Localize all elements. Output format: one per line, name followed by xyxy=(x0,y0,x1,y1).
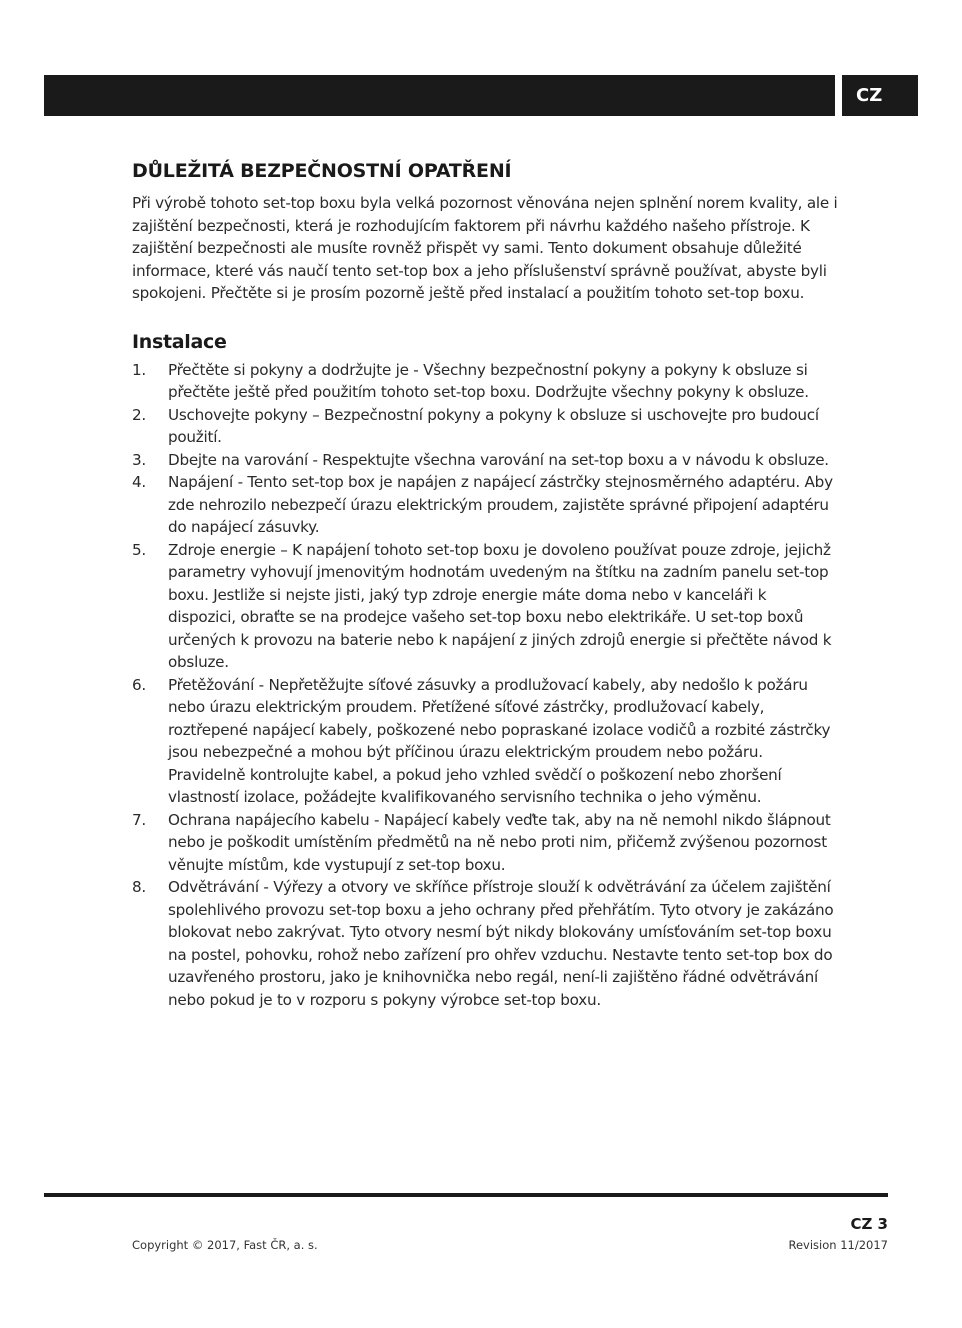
item-text: Zdroje energie – K napájení tohoto set-top boxu je dovoleno používat pouze zdroje, jejichž parametry vyhovují jmenovitým hodnotám uvedeným na štítku na zadním panelu set-top boxu. Jestliže si nejste jisti, jaký typ zdroje energie máte doma nebo v kanceláři k dispozici, obraťte se na prodejce vašeho set-top boxu nebo elektrikáře. U set-top boxů určených k provozu na baterie nebo k napájení z jiných zdrojů energie si přečtěte návod k obsluze. xyxy=(168,540,832,671)
section-title: Instalace xyxy=(132,330,227,353)
item-number: 8. xyxy=(132,878,146,896)
instruction-list xyxy=(132,359,838,1012)
list-item xyxy=(132,539,838,674)
item-text: Odvětrávání - Výřezy a otvory ve skříňce přístroje slouží k odvětrávání za účelem zajištění spolehlivého provozu set-top boxu a jeho ochrany před přehřátím. Tyto otvory je zakázáno blokovat nebo zakrývat. Tyto otvory nesmí být nikdy blokovány umísťováním set-top boxu na postel, pohovku, rohož nebo zařízení pro ohřev vzduchu. Nestavte tento set-top box do uzavřeného prostoru, jako je knihovnička nebo regál, není-li zajištěno řádné odvětrávání nebo pokud je to v rozporu s pokyny výrobce set-top boxu. xyxy=(168,878,834,1009)
list-item xyxy=(132,359,838,404)
item-text: Dbejte na varování - Respektujte všechna varování na set-top boxu a v návodu k obsluze. xyxy=(168,450,829,469)
list-item xyxy=(132,449,838,472)
main-content xyxy=(132,156,838,1011)
item-number: 3. xyxy=(132,450,146,469)
item-number: 4. xyxy=(132,473,146,491)
page-number: CZ 3 xyxy=(850,1215,888,1233)
intro-paragraph: Při výrobě tohoto set-top boxu byla velká pozornost věnována nejen splnění norem kvality, ale i zajištění bezpečnosti, která je rozhodujícím faktorem při návrhu každého našeho přístroje. K zajištění bezpečnosti ale musíte rovněž přispět vy sami. Tento dokument obsahuje důležité informace, které vás naučí tento set-top box a jeho příslušenství správně používat, abyste byli spokojeni. Přečtěte si je prosím pozorně ještě před instalací a použitím tohoto set-top boxu. xyxy=(132,194,838,302)
header-bar xyxy=(44,75,835,116)
list-item xyxy=(132,674,838,809)
item-number: 6. xyxy=(132,675,146,694)
item-number: 2. xyxy=(132,405,146,424)
copyright-text: Copyright © 2017, Fast ČR, a. s. xyxy=(132,1238,318,1252)
list-item xyxy=(132,404,838,449)
list-item xyxy=(132,876,838,1011)
item-number: 5. xyxy=(132,540,146,559)
item-text: Uschovejte pokyny – Bezpečnostní pokyny a pokyny k obsluze si uschovejte pro budoucí použití. xyxy=(168,405,819,446)
page-language-tab: CZ xyxy=(842,75,918,116)
page-title: DŮLEŽITÁ BEZPEČNOSTNÍ OPATŘENÍ xyxy=(132,160,512,182)
item-number: 1. xyxy=(132,360,146,379)
footer-divider xyxy=(44,1193,888,1197)
item-text: Přečtěte si pokyny a dodržujte je - Všechny bezpečnostní pokyny a pokyny k obsluze si přečtěte ještě před použitím tohoto set-top boxu. Dodržujte všechny pokyny k obsluze. xyxy=(168,360,809,401)
item-text: Ochrana napájecího kabelu - Napájecí kabely veďte tak, aby na ně nemohl nikdo šlápnout nebo je poškodit umístěním předmětů na ně nebo proti nim, přičemž zvýšenou pozornost věnujte místům, kde vystupují z set-top boxu. xyxy=(168,810,831,874)
list-item xyxy=(132,471,838,539)
item-text: Přetěžování - Nepřetěžujte síťové zásuvky a prodlužovací kabely, aby nedošlo k požáru nebo úrazu elektrickým proudem. Přetížené síťové zástrčky, prodlužovací kabely, roztřepené napájecí kabely, poškozené nebo popraskané izolace vodičů a rozbité zástrčky jsou nebezpečné a mohou být příčinou úrazu elektrickým proudem nebo požáru. Pravidelně kontrolujte kabel, a pokud jeho vzhled svědčí o poškození nebo zhoršení vlastností izolace, požádejte kvalifikovaného servisního technika o jeho výměnu. xyxy=(168,675,831,806)
list-item xyxy=(132,809,838,877)
item-number: 7. xyxy=(132,810,146,829)
item-text: Napájení - Tento set-top box je napájen z napájecí zástrčky stejnosměrného adaptéru. Aby zde nehrozilo nebezpečí úrazu elektrickým proudem, zajistěte správné připojení adaptéru do napájecí zásuvky. xyxy=(168,473,833,536)
revision-text: Revision 11/2017 xyxy=(788,1238,888,1252)
